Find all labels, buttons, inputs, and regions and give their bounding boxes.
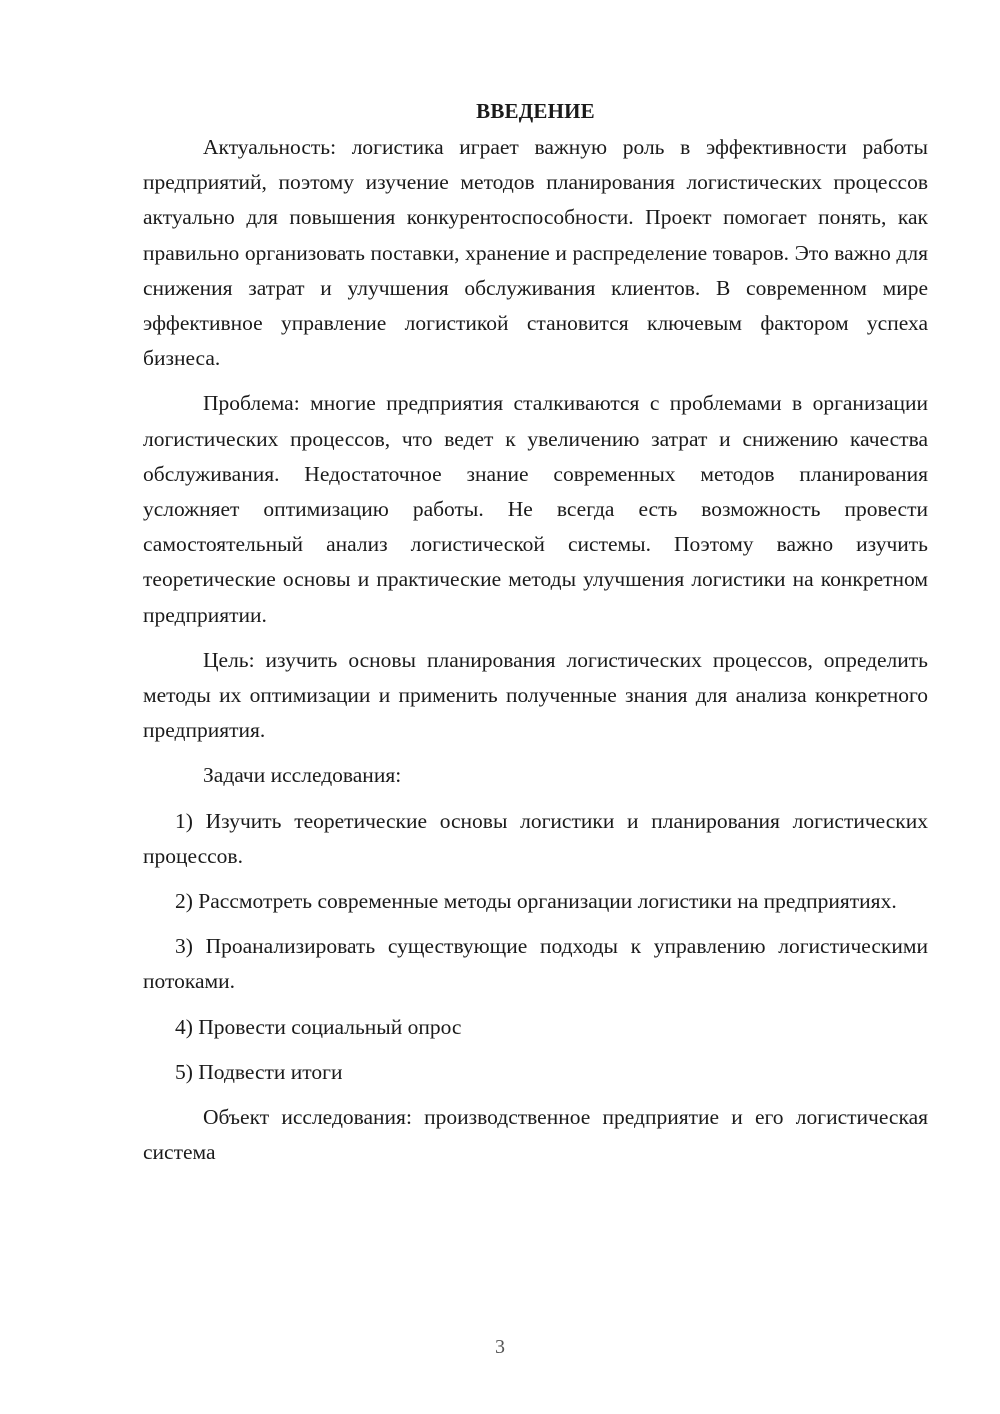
task-item-5: 5) Подвести итоги [175, 1059, 343, 1084]
task-item-4: 4) Провести социальный опрос [175, 1014, 462, 1039]
paragraph-object: Объект исследования: производственное предприятие и его логистическая система [143, 1105, 928, 1165]
page-number: 3 [495, 1336, 505, 1358]
paragraph-goal: Цель: изучить основы планирования логистических процессов, определить методы их оптимизации и применить полученные знания для анализа конкретного предприятия. [143, 647, 928, 743]
paragraph-tasks-title: Задачи исследования: [203, 763, 402, 788]
task-item-2: 2) Рассмотреть современные методы организации логистики на предприятиях. [175, 889, 897, 914]
task-item-3: 3) Проанализировать существующие подходы к управлению логистическими потоками. [143, 934, 928, 994]
paragraph-relevance: Актуальность: логистика играет важную роль в эффективности работы предприятий, поэтому изучение методов планирования логистических процессов актуально для повышения конкурентоспособности. Проект помогает понять, как правильно организовать поставки, хранение и распределение товаров. Это важно для снижения затрат и улучшения обслуживания клиентов. В современном мире эффективное управление логистикой становится ключевым фактором успеха бизнеса. [143, 135, 928, 371]
section-heading: ВВЕДЕНИЕ [476, 99, 595, 123]
task-item-1: 1) Изучить теоретические основы логистики и планирования логистических процессов. [143, 808, 928, 868]
paragraph-problem: Проблема: многие предприятия сталкиваются с проблемами в организации логистических процессов, что ведет к увеличению затрат и снижению качества обслуживания. Недостаточное знание современных методов планирования усложняет оптимизацию работы. Не всегда есть возможность провести самостоятельный анализ логистической системы. Поэтому важно изучить теоретические основы и практические методы улучшения логистики на конкретном предприятии. [143, 391, 928, 627]
document-page [143, 96, 928, 1180]
